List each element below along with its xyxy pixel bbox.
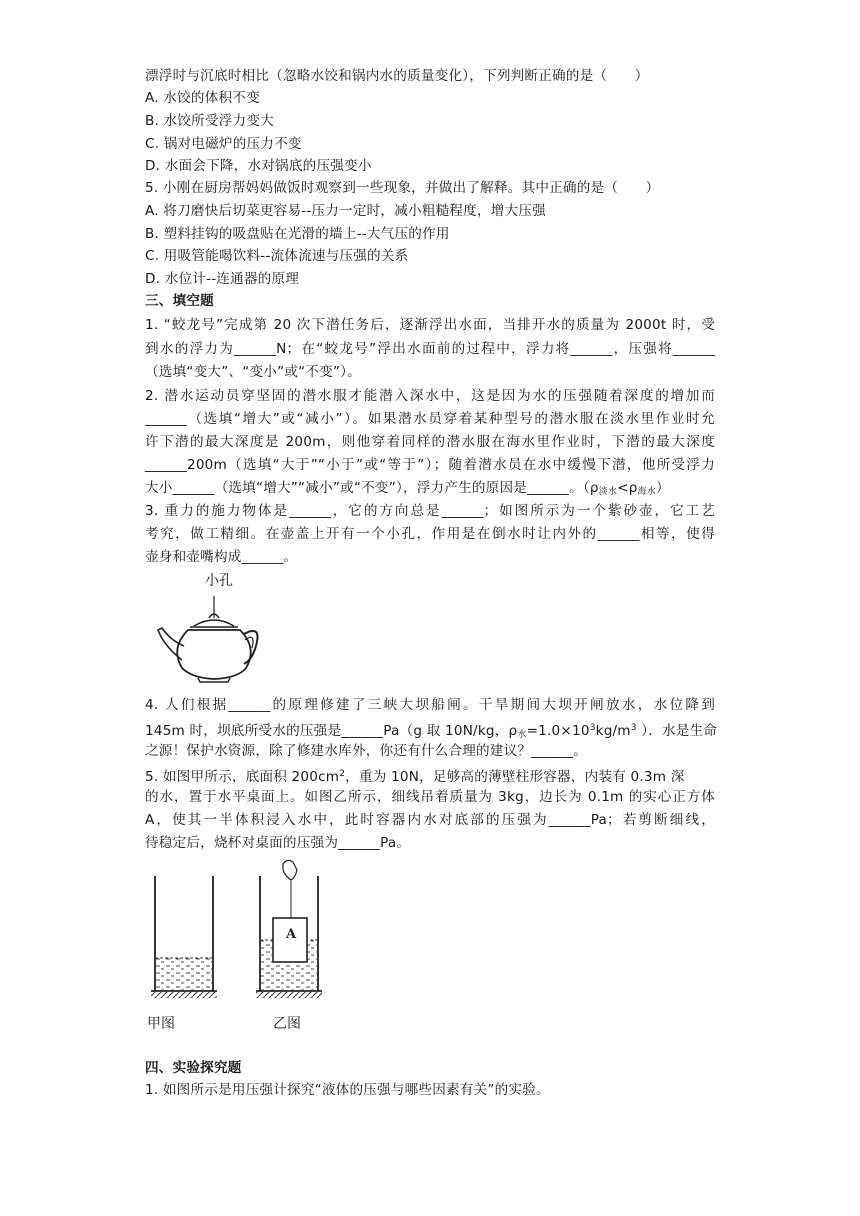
q5-stem: 5. 小刚在厨房帮妈妈做饭时观察到一些现象，并做出了解释。其中正确的是（ ） bbox=[145, 180, 660, 196]
rho-freshwater-subscript: 淡水 bbox=[598, 487, 618, 497]
fill3-line-2: 考究，做工精细。在壶盖上开有一个小孔，作用是在倒水时让内外的______相等，使得 bbox=[145, 526, 715, 542]
fill2-line-5-text: 大小______（选填“增大”“减小”或“不变”），浮力产生的原因是______。（ρ bbox=[145, 480, 599, 496]
section-4-heading: 四、实验探究题 bbox=[145, 1060, 242, 1076]
fill5-line-1-tail: ，重为 10N，足够高的薄壁柱形容器，内装有 0.3m 深 bbox=[345, 769, 685, 785]
q4-option-d: D. 水面会下降，水对锅底的压强变小 bbox=[145, 158, 372, 174]
section-3-heading: 三、填空题 bbox=[145, 293, 214, 309]
fill5-line-3: A，使其一半体积浸入水中，此时容器内水对底部的压强为______Pa；若剪断细线， bbox=[145, 812, 715, 828]
fill2-line-4: ______200m（选填“大于”“小于”或“等于”）；随着潜水员在水中缓慢下潜，他所受浮力 bbox=[145, 457, 715, 473]
closing-paren: ） bbox=[655, 480, 670, 496]
fill5-line-1 bbox=[145, 763, 715, 788]
fill4-line-2-tail: ）．水是生命 bbox=[636, 723, 718, 739]
rho-seawater-subscript: 海水 bbox=[637, 487, 656, 497]
q5-option-d: D. 水位计--连通器的原理 bbox=[145, 271, 300, 287]
q5-option-b: B. 塑料挂钩的吸盘贴在光滑的墙上--大气压的作用 bbox=[145, 226, 450, 242]
fill4-line-2-text: 145m 时，坝底所受水的压强是______Pa（g 取 10N/kg，ρ bbox=[145, 723, 518, 739]
fill1-line-3: （选填“变大”、“变小”或“不变”）。 bbox=[145, 364, 361, 380]
fill5-line-4: 待稳定后，烧杯对桌面的压强为______Pa。 bbox=[145, 835, 411, 851]
fill3-line-1: 3. 重力的施力物体是______，它的方向总是______；如图所示为一个紫砂壶，它工艺 bbox=[145, 503, 715, 519]
less-than-rho: <ρ bbox=[617, 480, 638, 496]
fill4-line-1: 4. 人们根据______的原理修建了三峡大坝船闸。干旱期间大坝开闸放水，水位降到 bbox=[145, 697, 715, 713]
density-value: =1.0×10 bbox=[526, 723, 590, 739]
rho-water-subscript: 水 bbox=[517, 730, 527, 740]
density-unit: kg/m bbox=[595, 723, 631, 739]
fill3-line-3: 壶身和壶嘴构成______。 bbox=[145, 549, 298, 565]
fill1-line-1: 1. “蛟龙号”完成第 20 次下潜任务后，逐渐浮出水面，当排开水的质量为 2000t 时，受 bbox=[145, 317, 715, 333]
fill2-line-2: ______（选填“增大”或“减小”）。如果潜水员穿着某种型号的潜水服在淡水里作业时允 bbox=[145, 411, 715, 427]
fill2-line-1: 2. 潜水运动员穿坚固的潜水服才能潜入深水中，这是因为水的压强随着深度的增加而 bbox=[145, 388, 715, 404]
figure-yi-caption: 乙图 bbox=[273, 1016, 301, 1032]
containers-drawing bbox=[145, 858, 345, 1008]
fill5-line-2: 的水，置于水平桌面上。如图乙所示，细线吊着质量为 3kg，边长为 0.1m 的实心正方体 bbox=[145, 789, 715, 805]
exp1-line: 1. 如图所示是用压强计探究“液体的压强与哪些因素有关”的实验。 bbox=[145, 1082, 550, 1098]
q4-option-c: C. 锅对电磁炉的压力不变 bbox=[145, 136, 302, 152]
container-jia bbox=[151, 876, 217, 998]
fill5-line-1-text: 5. 如图甲所示，底面积 200cm bbox=[145, 769, 340, 785]
q4-stem-continuation: 漂浮时与沉底时相比（忽略水饺和锅内水的质量变化），下列判断正确的是（ ） bbox=[145, 68, 649, 84]
area-exponent: 2 bbox=[339, 769, 346, 779]
small-hole-label: 小孔 bbox=[205, 573, 233, 589]
q4-option-b: B. 水饺所受浮力变大 bbox=[145, 113, 274, 129]
container-figures bbox=[145, 858, 345, 1008]
density-unit-exponent: 3 bbox=[630, 723, 637, 733]
fill2-line-3: 许下潜的最大深度是 200m，则他穿着同样的潜水服在海水里作业时，下潜的最大深度 bbox=[145, 434, 715, 450]
q4-option-a: A. 水饺的体积不变 bbox=[145, 90, 260, 106]
q5-option-c: C. 用吸管能喝饮料--流体流速与压强的关系 bbox=[145, 248, 409, 264]
teapot-figure bbox=[148, 568, 268, 686]
fill4-line-3: 之源！保护水资源，除了修建水库外，你还有什么合理的建议？______。 bbox=[145, 743, 587, 759]
density-exponent: 3 bbox=[589, 723, 596, 733]
fill1-line-2: 到水的浮力为______N；在“蛟龙号”浮出水面前的过程中，浮力将______，压强将______ bbox=[145, 341, 715, 357]
cube-a-label: A bbox=[286, 927, 297, 942]
figure-jia-caption: 甲图 bbox=[147, 1016, 175, 1032]
q5-option-a: A. 将刀磨快后切菜更容易--压力一定时，减小粗糙程度，增大压强 bbox=[145, 203, 546, 219]
